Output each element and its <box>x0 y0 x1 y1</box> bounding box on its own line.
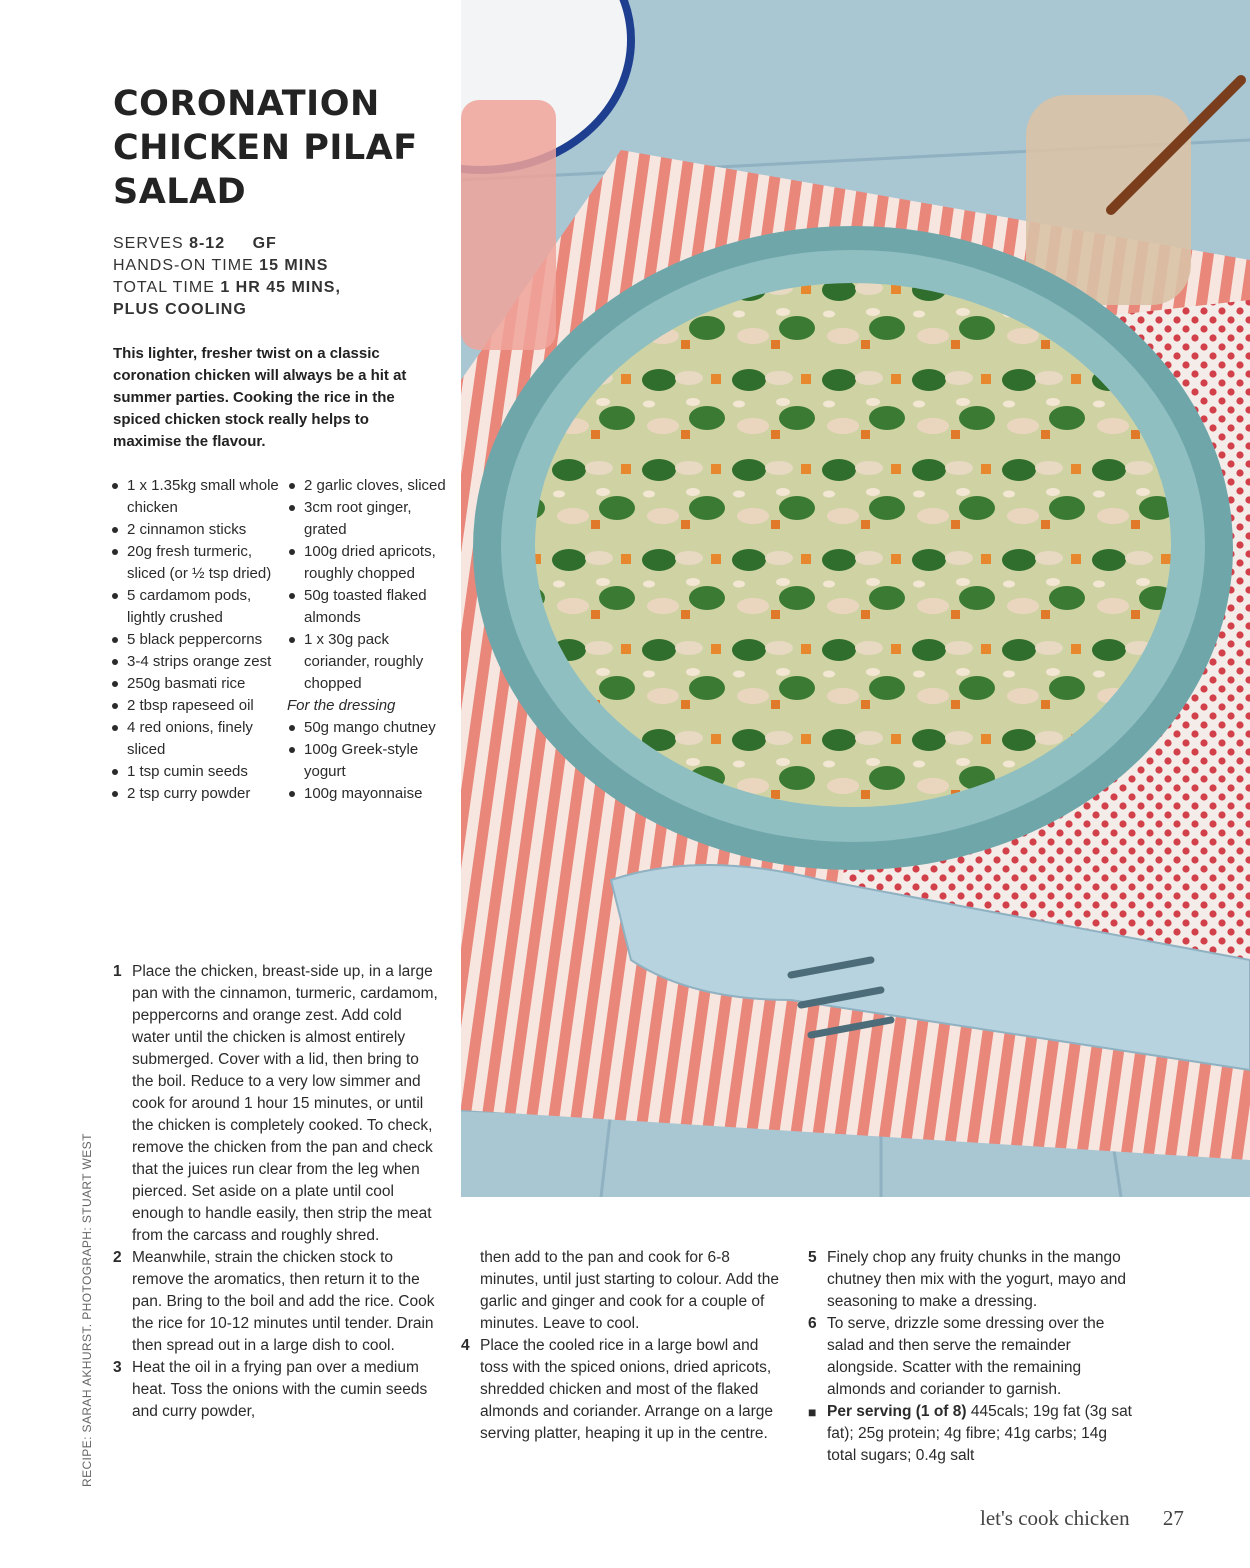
step-text: Finely chop any fruity chunks in the mango chutney then mix with the yogurt, mayo and seasoning to make a dressing. <box>827 1249 1126 1310</box>
dressing-ingredients-list <box>287 717 447 805</box>
salad-photo-illustration <box>461 0 1250 1197</box>
ingredient-item: 3-4 strips orange zest <box>110 651 280 673</box>
title-line: CORONATION <box>113 84 380 124</box>
ingredient-item: 1 x 1.35kg small whole chicken <box>110 475 280 519</box>
step-3-continued: then add to the pan and cook for 6-8 minutes, until just starting to colour. Add the garlic and ginger and cook for a couple of minutes. Leave to cool. <box>480 1249 779 1332</box>
method-step <box>461 1335 781 1445</box>
nutrition-text: 445cals; 19g fat (3g sat fat); 25g protein; 4g fibre; 41g carbs; 14g total sugars; 0.4g salt <box>827 1403 1132 1464</box>
step-text: To serve, drizzle some dressing over the salad and then serve the remainder alongside. Scatter with the remaining almonds and coriander to garnish. <box>827 1315 1105 1398</box>
nutrition-label: Per serving (1 of 8) <box>827 1403 967 1420</box>
ingredient-item: 2 tbsp rapeseed oil <box>110 695 280 717</box>
method-step <box>808 1313 1138 1401</box>
method-step <box>113 1357 443 1423</box>
step-number: 5 <box>808 1249 817 1266</box>
method-column-1 <box>113 961 443 1423</box>
salad <box>535 283 1171 807</box>
ingredient-item: 50g toasted flaked almonds <box>287 585 447 629</box>
recipe-title <box>113 82 443 214</box>
method-step <box>113 1247 443 1357</box>
title-line: SALAD <box>113 172 247 212</box>
total-time-extra-line <box>113 299 443 321</box>
ingredients-list <box>287 475 447 695</box>
page-number: 27 <box>1162 1506 1184 1530</box>
step-text: Heat the oil in a frying pan over a medium heat. Toss the onions with the cumin seeds and curry powder, <box>132 1359 428 1420</box>
page-footer <box>980 1506 1184 1531</box>
step-number: 2 <box>113 1249 122 1266</box>
step-number: 6 <box>808 1315 817 1332</box>
ingredient-item: 1 tsp cumin seeds <box>110 761 280 783</box>
hands-on-value: 15 MINS <box>259 257 329 274</box>
ingredient-item: 3cm root ginger, grated <box>287 497 447 541</box>
step-text: Meanwhile, strain the chicken stock to remove the aromatics, then return it to the pan. Bring to the boil and add the rice. Cook the rice for 10-12 minutes until tender. Drain then spread out in a large dish to cool. <box>132 1249 435 1354</box>
ingredients-list <box>110 475 280 805</box>
step-number: 3 <box>113 1359 122 1376</box>
ingredient-item: 20g fresh turmeric, sliced (or ½ tsp dried) <box>110 541 280 585</box>
dressing-heading: For the dressing <box>287 697 396 714</box>
recipe-meta <box>113 233 443 321</box>
ingredient-item: 2 cinnamon sticks <box>110 519 280 541</box>
nutrition-info <box>808 1401 1138 1467</box>
hands-on-label: HANDS-ON TIME <box>113 257 254 274</box>
serves-line <box>113 233 443 255</box>
photo-credit: RECIPE: SARAH AKHURST. PHOTOGRAPH: STUART WEST <box>80 1133 94 1487</box>
ingredient-item: 2 tsp curry powder <box>110 783 280 805</box>
ingredient-item: 5 cardamom pods, lightly crushed <box>110 585 280 629</box>
ingredient-item: 100g dried apricots, roughly chopped <box>287 541 447 585</box>
square-bullet-icon: ■ <box>808 1404 817 1420</box>
diet-tag: GF <box>252 235 277 252</box>
ingredient-item: 1 x 30g pack coriander, roughly chopped <box>287 629 447 695</box>
salad-photo <box>461 0 1250 1197</box>
method-column-2 <box>461 1247 781 1445</box>
step-number: 4 <box>461 1337 470 1354</box>
method-step <box>808 1247 1138 1313</box>
dressing-ingredient-item: 100g mayonnaise <box>287 783 447 805</box>
ingredient-item: 250g basmati rice <box>110 673 280 695</box>
serves-label: SERVES <box>113 235 184 252</box>
total-time-line <box>113 277 443 299</box>
step-number: 1 <box>113 963 122 980</box>
dressing-ingredient-item: 100g Greek-style yogurt <box>287 739 447 783</box>
recipe-intro: This lighter, fresher twist on a classic coronation chicken will always be a hit at summer parties. Cooking the rice in the spiced chicken stock really helps to maximise the flavour. <box>113 345 407 450</box>
ingredient-item: 4 red onions, finely sliced <box>110 717 280 761</box>
method-column-3 <box>808 1247 1138 1467</box>
ingredient-item: 2 garlic cloves, sliced <box>287 475 447 497</box>
step-text: Place the chicken, breast-side up, in a large pan with the cinnamon, turmeric, cardamom, peppercorns and orange zest. Add cold water until the chicken is almost entirely submerged. Cover with a lid, then bring to the boil. Reduce to a very low simmer and cook for around 1 hour 15 minutes, or until the chicken is completely cooked. To check, remove the chicken from the pan and check that the juices run clear from the leg when pierced. Set aside on a plate until cool enough to handle easily, then strip the meat from the carcass and roughly shred. <box>132 963 438 1244</box>
total-time-extra: PLUS COOLING <box>113 301 247 318</box>
total-time-label: TOTAL TIME <box>113 279 215 296</box>
total-time-value: 1 HR 45 MINS, <box>220 279 341 296</box>
book-title: let's cook chicken <box>980 1506 1130 1530</box>
method-step <box>113 961 443 1247</box>
ingredients-column-2 <box>287 475 447 805</box>
ingredients-column-1 <box>110 475 280 805</box>
ingredient-item: 5 black peppercorns <box>110 629 280 651</box>
drinking-glass <box>461 100 556 350</box>
dressing-ingredient-item: 50g mango chutney <box>287 717 447 739</box>
hands-on-line <box>113 255 443 277</box>
title-line: CHICKEN PILAF <box>113 128 418 168</box>
step-text: Place the cooled rice in a large bowl and toss with the spiced onions, dried apricots, shredded chicken and most of the flaked almonds and coriander. Arrange on a large serving platter, heaping it up in the centre. <box>480 1337 773 1442</box>
serves-value: 8-12 <box>189 235 226 252</box>
